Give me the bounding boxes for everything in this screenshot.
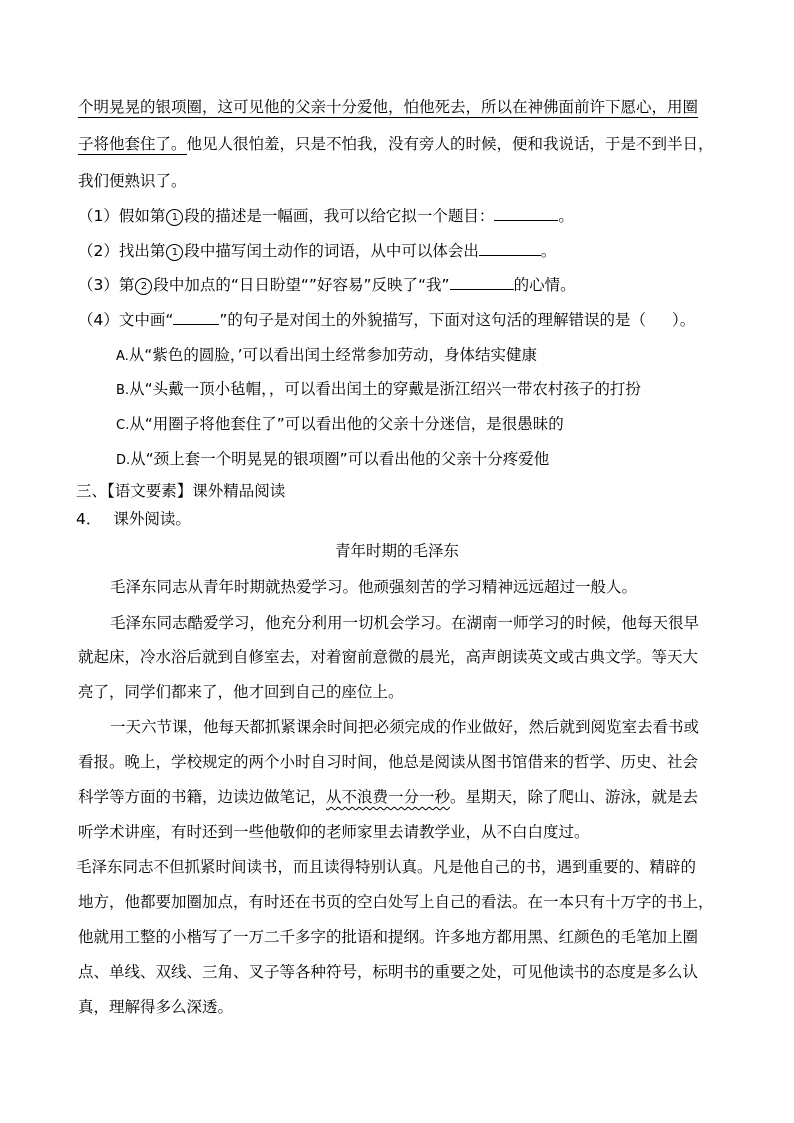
intro-line-2-rest: 他见人很怕羞，只是不怕我，没有旁人的时候，便和我说话，于是不到半日， [186,135,714,153]
article-paragraph-2-line-2: 就起床，冷水浴后就到自修室去，对着窗前意微的晨光，高声朗读英文或古典文学。等天大 [78,648,699,666]
answer-blank-q1[interactable] [494,204,558,221]
option-d[interactable]: D.从“颈上套一个明晃晃的银项圈”可以看出他的父亲十分疼爱他 [116,450,550,468]
article-title: 青年时期的毛泽东 [334,542,459,560]
article-paragraph-3-line-2: 看报。晚上，学校规定的两个小时自习时间，他总是阅读从图书馆借来的哲学、历史、社会 [78,753,699,771]
question-4-label: 4． 课外阅读。 [76,510,191,528]
intro-line-3: 我们便熟识了。 [78,172,187,190]
circled-number-1: 1 [166,244,183,261]
article-paragraph-1: 毛泽东同志从青年时期就热爱学习。他顽强刻苦的学习精神远远超过一般人。 [110,578,638,596]
intro-line-1 [78,96,728,118]
circled-number-2: 2 [135,278,152,295]
article-paragraph-4-line-1: 毛泽东同志不但抓紧时间读书，而且读得特别认真。凡是他自己的书，遇到重要的、精辟的 [76,858,697,876]
option-b[interactable]: B.从“头戴一顶小毡帽，，可以看出闰土的穿戴是浙江绍兴一带农村孩子的打扮 [116,380,641,398]
underline-sample [173,308,219,325]
answer-blank-q3[interactable] [450,273,514,290]
article-paragraph-3-line-1: 一天六节课，他每天都抓紧课余时间把必须完成的作业做好，然后就到阅览室去看书或 [110,718,700,736]
article-paragraph-4-line-2: 地方，他都要加圈加点，有时还在书页的空白处写上自己的看法。在一本只有十万字的书上， [78,893,714,911]
article-paragraph-4-line-5: 真，理解得多么深透。 [78,998,234,1016]
option-a[interactable]: A.从“紫色的圆脸，’可以看出闰土经常参加劳动，身体结实健康 [116,346,538,364]
question-1: （1）假如第 1 段的描述是一幅画，我可以给它拟一个题目： 。 [78,204,728,227]
option-c[interactable]: C.从“用圈子将他套住了”可以看出他的父亲十分迷信，是很愚昧的 [116,415,564,433]
answer-blank-q2[interactable] [479,239,541,256]
article-paragraph-3-line-3: 科学等方面的书籍，边读边做笔记，从不浪费一分一秒。星期天，除了爬山、游泳，就是去 [78,788,699,806]
intro-line-2 [78,133,728,155]
article-paragraph-2-line-1: 毛泽东同志酷爱学习，他充分利用一切机会学习。在湖南一师学习的时候，他每天很早 [110,614,700,632]
article-paragraph-2-line-3: 亮了，同学们都来了，他才回到自己的座位上。 [78,683,404,701]
question-4: （4）文中画“ ”的句子是对闰土的外貌描写，下面对这句活的理解错误的是（ ）。 [78,308,728,331]
circled-number-1: 1 [166,209,183,226]
question-2: （2）找出第 1 段中描写闰土动作的词语，从中可以体会出 。 [78,239,728,262]
question-3: （3）第 2 段中加点的“日日盼望“”好容易”反映了“我” 的心情。 [78,273,728,296]
article-paragraph-4-line-3: 他就用工整的小楷写了一万二千多字的批语和提纲。许多地方都用黑、红颜色的毛笔加上圈 [78,928,699,946]
section-heading: 三、【语文要素】课外精品阅读 [76,482,286,500]
article-paragraph-4-line-4: 点、单线、双线、三角、叉子等各种符号，标明书的重要之处，可见他读书的态度是多么认 [78,963,699,981]
article-paragraph-3-line-4: 听学术讲座，有时还到一些他敬仰的老师家里去请教学业，从不白白度过。 [78,823,590,841]
intro-underlined-sentence-part2: 子将他套住了。 [78,135,187,153]
intro-underlined-sentence-part1: 个明晃晃的银项圈，这可见他的父亲十分爱他，怕他死去，所以在神佛面前许下愿心，用圈 [78,98,699,116]
wavy-underlined-phrase: 从不浪费一分一秒 [326,788,451,806]
